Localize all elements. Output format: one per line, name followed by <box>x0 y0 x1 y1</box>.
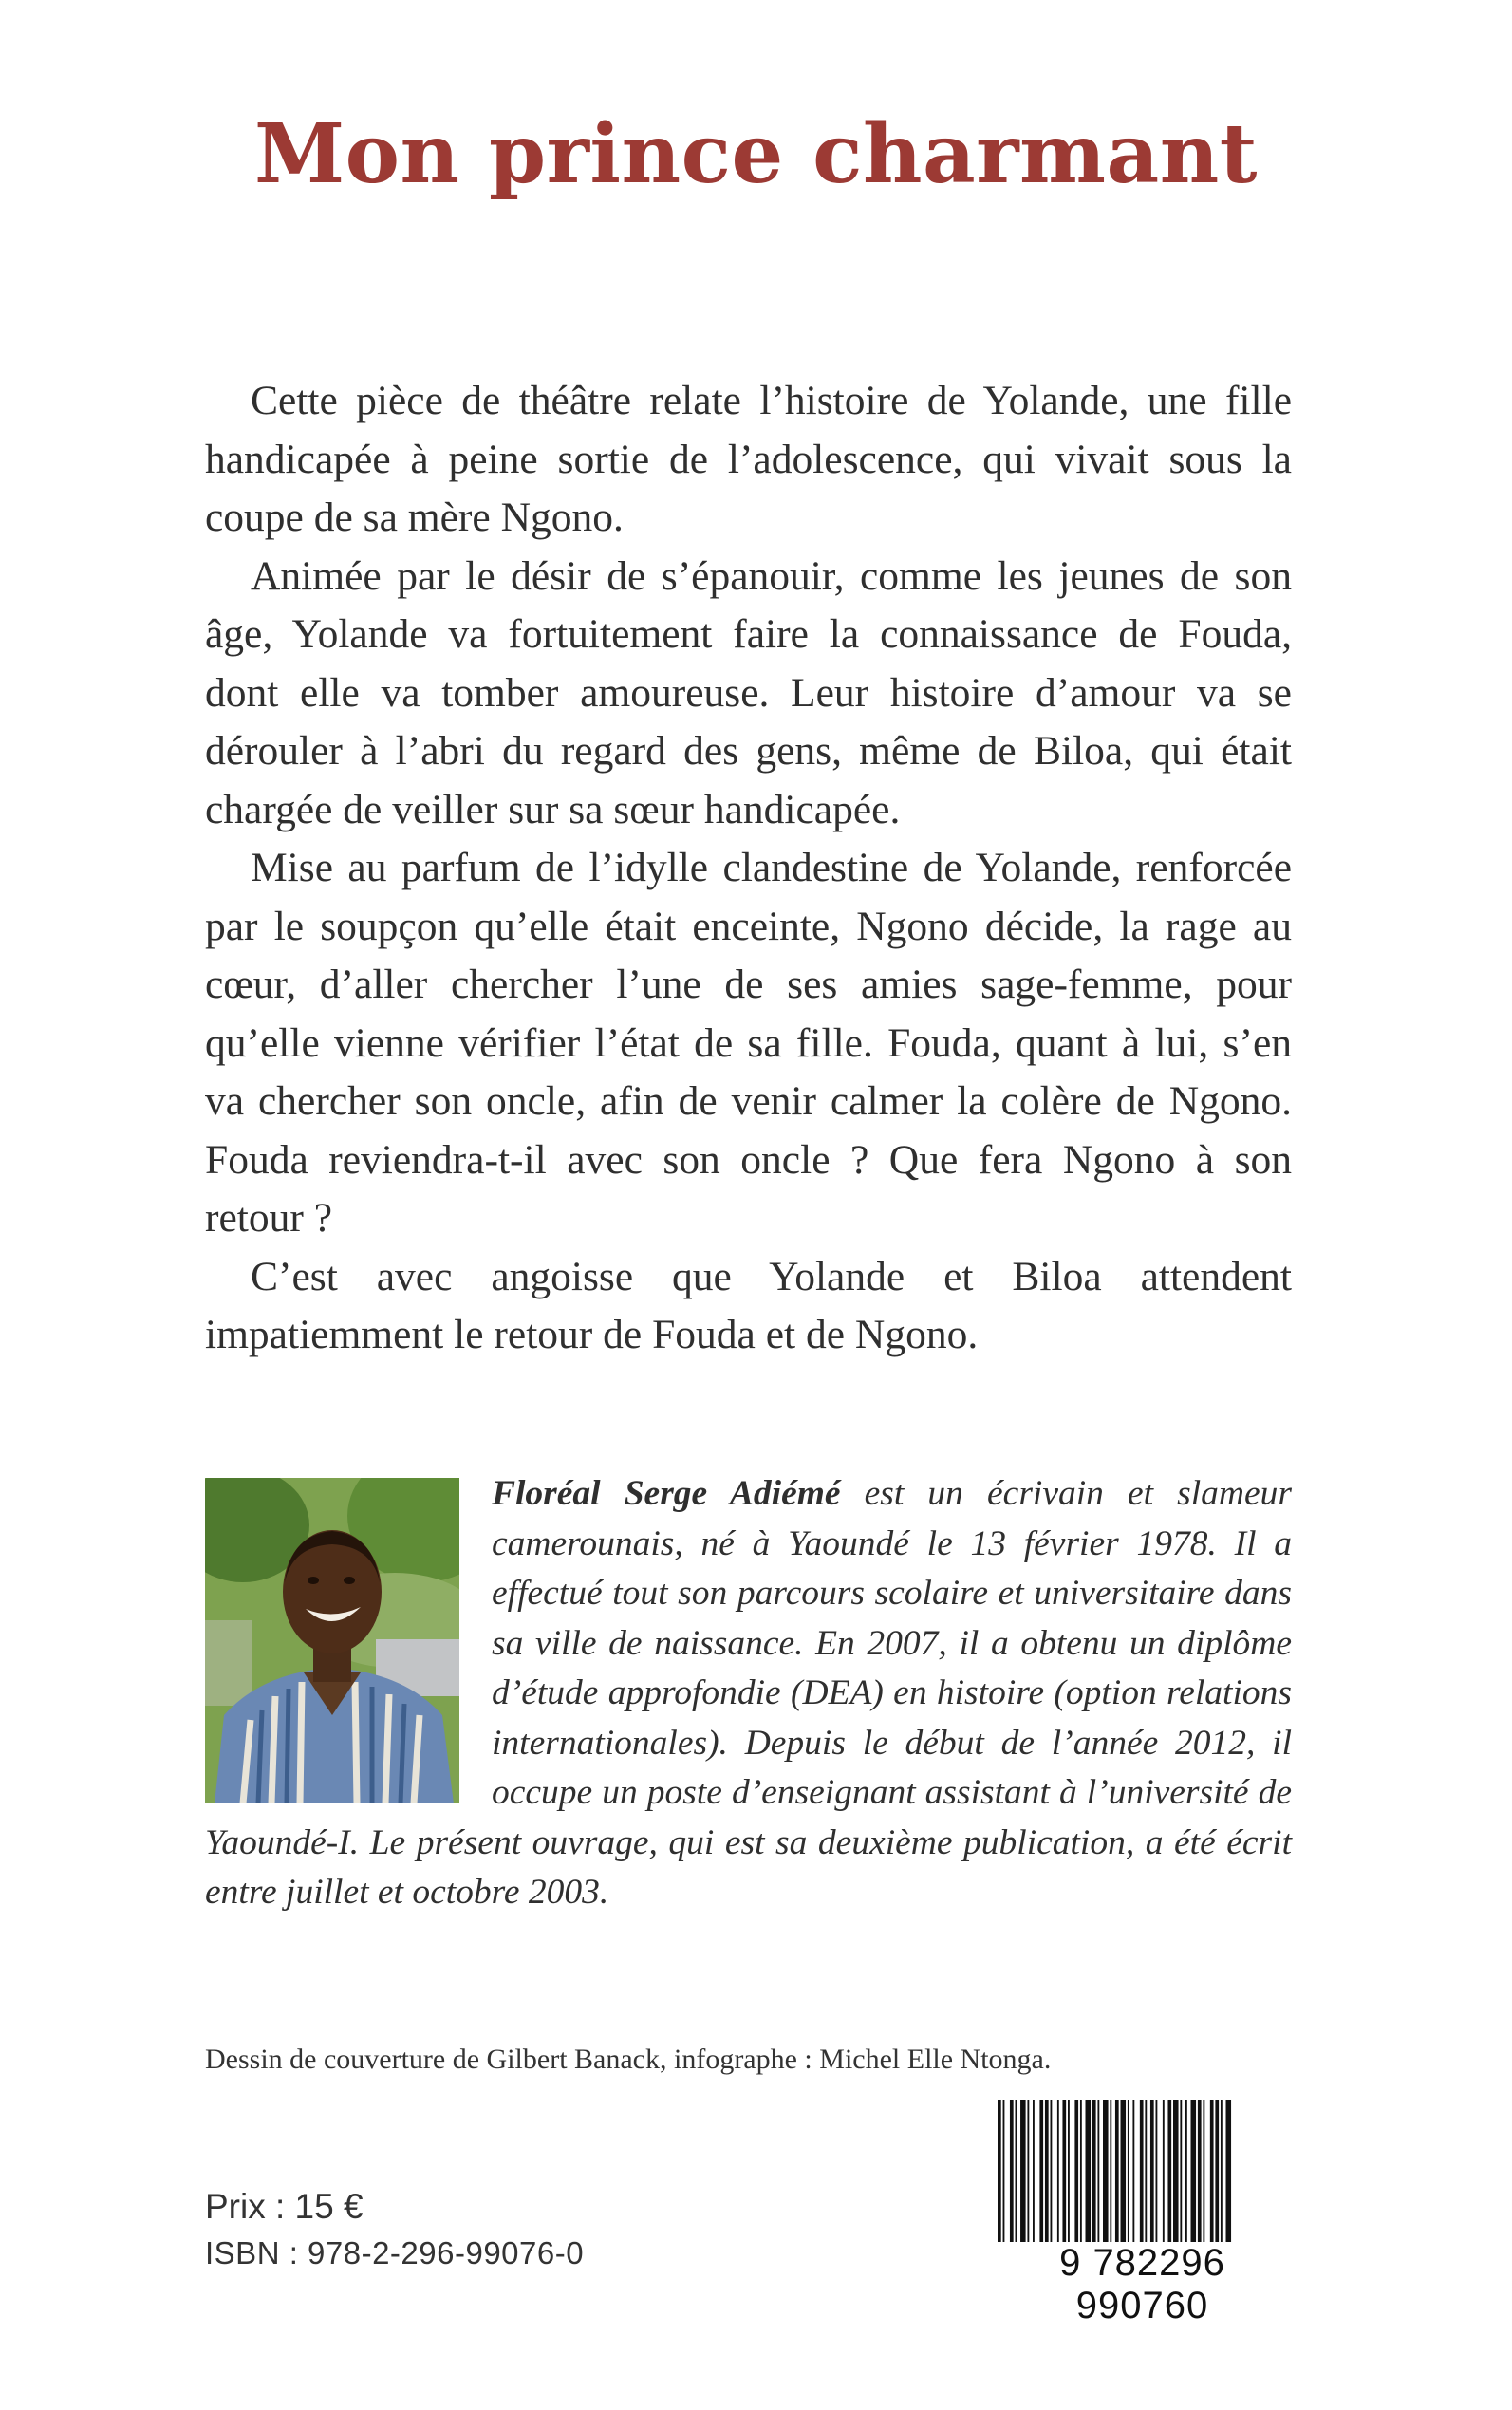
synopsis-paragraph: C’est avec angoisse que Yolande et Biloa attendent impatiemment le retour de Fouda et de Ngono. <box>205 1253 1292 1357</box>
synopsis-paragraph: Cette pièce de théâtre relate l’histoire de Yolande, une fille handicapée à peine sortie de l’adolescence, qui vivait sous la coupe de sa mère Ngono. <box>205 378 1292 540</box>
price: Prix : 15 € <box>205 2187 364 2226</box>
barcode <box>994 2100 1291 2326</box>
author-bio <box>205 1469 1292 1918</box>
author-description: est un écrivain et slameur camerounais, né à Yaoundé le 13 février 1978. Il a effectué tout son parcours scolaire et universitaire dans sa ville de naissance. En 2007, il a obtenu un diplôme d’étude approfondie (DEA) en histoire (option relations internationales). Depuis le début de l’année 2012, il occupe un poste d’enseignant assistant à l’université de Yaoundé-I. Le présent ouvrage, qui est sa deuxième publication, a été écrit entre juillet et octobre 2003. <box>205 1474 1292 1912</box>
cover-credit: Dessin de couverture de Gilbert Banack, infographe : Michel Elle Ntonga. <box>205 2044 1052 2075</box>
book-title: Mon prince charmant <box>253 106 1259 202</box>
isbn: ISBN : 978-2-296-99076-0 <box>205 2235 585 2270</box>
barcode-digits: 9 782296 990760 <box>1059 2242 1225 2326</box>
barcode-bars <box>994 2100 1291 2242</box>
synopsis-paragraph: Mise au parfum de l’idylle clandestine de Yolande, renforcée par le soupçon qu’elle était enceinte, Ngono décide, la rage au cœur, d’aller chercher l’une de ses amies sage-femme, pour qu’elle vienne vérifier l’état de sa fille. Fouda, quant à lui, s’en va chercher son oncle, afin de venir calmer la colère de Ngono. Fouda reviendra-t-il avec son oncle ? Que fera Ngono à son retour ? <box>205 845 1292 1241</box>
author-name: Floréal Serge Adiémé <box>492 1474 841 1513</box>
synopsis-paragraph: Animée par le désir de s’épanouir, comme les jeunes de son âge, Yolande va fortuitement faire la connaissance de Fouda, dont elle va tomber amoureuse. Leur histoire d’amour va se dérouler à l’abri du regard des gens, même de Biloa, qui était chargée de veiller sur sa sœur handicapée. <box>205 552 1292 832</box>
synopsis <box>205 372 1292 1365</box>
